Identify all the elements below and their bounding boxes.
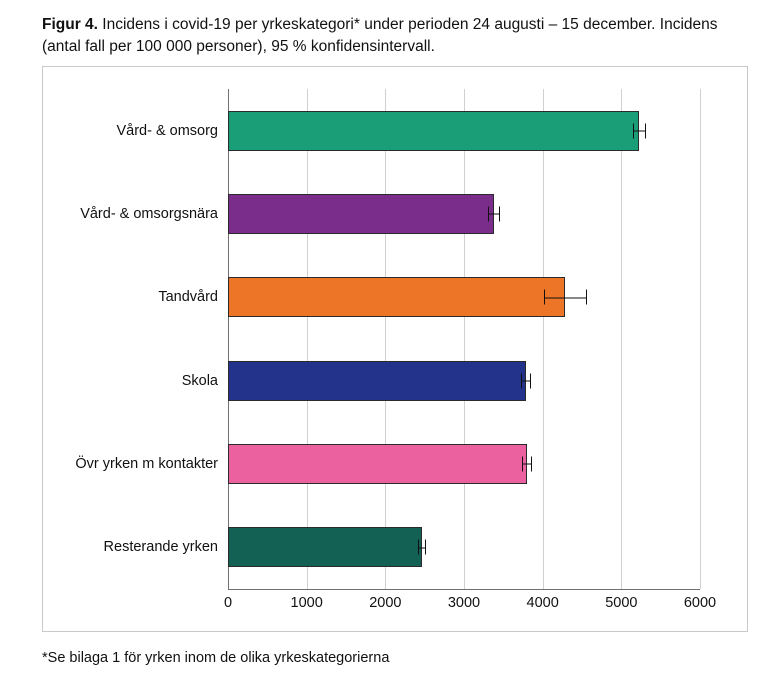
x-tick-label: 0	[223, 595, 233, 611]
x-tick-label: 3000	[447, 595, 481, 611]
bar	[228, 277, 565, 317]
figure-footnote: *Se bilaga 1 för yrken inom de olika yrkeskategorierna	[42, 650, 390, 666]
error-bar-cap-right	[530, 373, 531, 388]
x-tick-label: 6000	[683, 595, 717, 611]
error-bar-cap-left	[521, 373, 522, 388]
bar-row	[80, 172, 700, 255]
chart-plot-area	[75, 89, 717, 611]
category-label: Vård- & omsorg	[116, 122, 218, 139]
error-bar-cap-right	[645, 123, 646, 138]
error-bar-cap-left	[522, 456, 523, 471]
error-bar-cap-right	[586, 290, 587, 305]
error-bar	[521, 373, 530, 388]
error-bar	[633, 123, 646, 138]
bar-row	[116, 89, 700, 172]
error-bar	[522, 456, 531, 471]
figure-caption-text: Incidens i covid-19 per yrkeskategori* under perioden 24 augusti – 15 december. Incidens (antal fall per 100 000 personer), 95 % konfidensintervall.	[42, 16, 718, 56]
error-bar-cap-right	[425, 540, 426, 555]
bar-row	[181, 339, 700, 422]
category-label: Tandvård	[158, 289, 218, 306]
error-bar-cap-right	[499, 206, 500, 221]
figure-number: Figur 4.	[42, 16, 98, 33]
error-bar-cap-right	[531, 456, 532, 471]
error-bar-cap-left	[488, 206, 489, 221]
bar	[228, 527, 422, 567]
error-bar-line	[544, 297, 586, 298]
x-tick-label: 5000	[605, 595, 638, 611]
x-axis-ticks	[223, 589, 717, 619]
bar	[228, 111, 639, 151]
x-axis-line	[228, 589, 700, 590]
error-bar	[488, 206, 501, 221]
bar	[228, 444, 527, 484]
x-tick-label: 1000	[290, 595, 323, 611]
error-bar-cap-left	[544, 290, 545, 305]
error-bar	[544, 290, 586, 305]
category-label: Skola	[181, 372, 218, 389]
error-bar	[418, 540, 426, 555]
category-label: Resterande yrken	[103, 539, 218, 556]
category-label: Övr yrken m kontakter	[75, 455, 218, 472]
bar-row	[103, 506, 700, 589]
bar-row	[158, 256, 700, 339]
bar	[228, 194, 494, 234]
category-label: Vård- & omsorgsnära	[80, 205, 218, 222]
x-tick-label: 2000	[369, 595, 402, 611]
error-bar-cap-left	[633, 123, 634, 138]
figure-caption	[42, 14, 754, 59]
x-tick-label: 4000	[526, 595, 559, 611]
bar-row	[75, 422, 700, 505]
chart-frame	[42, 66, 748, 632]
gridline	[700, 89, 701, 589]
bar	[228, 361, 526, 401]
error-bar-cap-left	[418, 540, 419, 555]
